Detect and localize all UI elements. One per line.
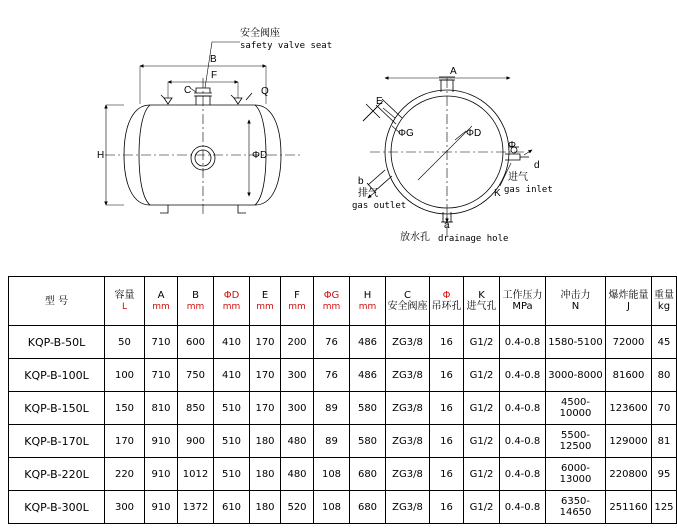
cell-k: G1/2 [464, 359, 500, 392]
cell-a: 810 [145, 392, 178, 425]
th-capacity: 容量 L [105, 277, 145, 326]
cell-explosion-energy: 72000 [606, 326, 652, 359]
cell-explosion-energy: 81600 [606, 359, 652, 392]
cell-phig: 89 [314, 425, 350, 458]
cell-e: 170 [250, 359, 281, 392]
cell-weight: 45 [652, 326, 677, 359]
cell-e: 170 [250, 392, 281, 425]
cell-model: KQP-B-170L [9, 425, 105, 458]
cell-explosion-energy: 251160 [606, 491, 652, 524]
gas-inlet-label-cn: 进气 [508, 172, 528, 183]
table-row [9, 491, 677, 524]
cell-phid: 510 [214, 458, 250, 491]
cell-phig: 76 [314, 359, 350, 392]
safety-valve-seat-label-cn: 安全阀座 [240, 28, 280, 39]
cell-e: 180 [250, 425, 281, 458]
cell-c: ZG3/8 [386, 326, 430, 359]
cell-phid: 510 [214, 392, 250, 425]
cell-weight: 95 [652, 458, 677, 491]
cell-capacity: 300 [105, 491, 145, 524]
table-row [9, 326, 677, 359]
th-model: 型 号 [9, 277, 105, 326]
th-f: F mm [281, 277, 314, 326]
cell-working-pressure: 0.4-0.8 [500, 425, 546, 458]
th-phid: ΦD mm [214, 277, 250, 326]
dim-q-label: Q [261, 86, 269, 97]
cell-phi: 16 [430, 392, 464, 425]
cell-b: 850 [178, 392, 214, 425]
cell-a: 910 [145, 425, 178, 458]
cell-capacity: 150 [105, 392, 145, 425]
dim-f-label: F [211, 70, 218, 81]
cell-f: 200 [281, 326, 314, 359]
cell-model: KQP-B-150L [9, 392, 105, 425]
cell-phig: 89 [314, 392, 350, 425]
cell-e: 170 [250, 326, 281, 359]
dim-c-label: C [184, 85, 192, 96]
cell-model: KQP-B-100L [9, 359, 105, 392]
gas-outlet-label-cn: 排气 [358, 188, 378, 199]
cell-a: 910 [145, 458, 178, 491]
cell-phid: 410 [214, 326, 250, 359]
cell-phi: 16 [430, 326, 464, 359]
cell-b: 1012 [178, 458, 214, 491]
cell-k: G1/2 [464, 425, 500, 458]
cell-c: ZG3/8 [386, 425, 430, 458]
cell-explosion-energy: 129000 [606, 425, 652, 458]
cell-e: 180 [250, 458, 281, 491]
cell-a: 710 [145, 326, 178, 359]
safety-valve-seat-label-en: safety valve seat [240, 41, 333, 51]
th-impact-force: 冲击力 N [546, 277, 606, 326]
cell-explosion-energy: 220800 [606, 458, 652, 491]
mark-b-label: b [358, 176, 364, 187]
cell-k: G1/2 [464, 392, 500, 425]
cell-phid: 610 [214, 491, 250, 524]
cell-b: 900 [178, 425, 214, 458]
dim-phid-label-side: ΦD [252, 150, 268, 161]
cell-c: ZG3/8 [386, 458, 430, 491]
cell-h: 680 [350, 458, 386, 491]
spec-table-head [9, 277, 677, 326]
cell-b: 1372 [178, 491, 214, 524]
spec-table-wrapper [8, 276, 674, 524]
th-weight: 重量 kg [652, 277, 677, 326]
cell-explosion-energy: 123600 [606, 392, 652, 425]
dim-d-label: d [534, 160, 540, 171]
cell-k: G1/2 [464, 491, 500, 524]
cell-b: 750 [178, 359, 214, 392]
cell-h: 680 [350, 491, 386, 524]
cell-capacity: 220 [105, 458, 145, 491]
dim-k-label: K [494, 188, 501, 199]
cell-impact-force: 6350-14650 [546, 491, 606, 524]
cell-phi: 16 [430, 425, 464, 458]
cell-impact-force: 6000-13000 [546, 458, 606, 491]
cell-weight: 81 [652, 425, 677, 458]
cell-f: 300 [281, 392, 314, 425]
dim-a-label: A [450, 66, 457, 77]
table-row [9, 392, 677, 425]
th-phig: ΦG mm [314, 277, 350, 326]
cell-f: 300 [281, 359, 314, 392]
cell-impact-force: 5500-12500 [546, 425, 606, 458]
table-row [9, 458, 677, 491]
cell-phi: 16 [430, 458, 464, 491]
cell-weight: 80 [652, 359, 677, 392]
cell-phig: 76 [314, 326, 350, 359]
table-row [9, 359, 677, 392]
cell-working-pressure: 0.4-0.8 [500, 458, 546, 491]
cell-impact-force: 3000-8000 [546, 359, 606, 392]
cell-capacity: 50 [105, 326, 145, 359]
th-phi-lifting-hole: Φ 吊环孔 [430, 277, 464, 326]
dim-phid-label-end: ΦD [466, 128, 482, 139]
th-b: B mm [178, 277, 214, 326]
cell-working-pressure: 0.4-0.8 [500, 359, 546, 392]
dim-b-label: B [210, 54, 217, 65]
cell-model: KQP-B-50L [9, 326, 105, 359]
table-row [9, 425, 677, 458]
cell-f: 480 [281, 425, 314, 458]
cell-f: 520 [281, 491, 314, 524]
cell-c: ZG3/8 [386, 491, 430, 524]
cell-impact-force: 1580-5100 [546, 326, 606, 359]
cell-c: ZG3/8 [386, 392, 430, 425]
header-row [9, 277, 677, 326]
cell-h: 580 [350, 392, 386, 425]
th-k-inlet-hole: K 进气孔 [464, 277, 500, 326]
cell-c: ZG3/8 [386, 359, 430, 392]
cell-weight: 125 [652, 491, 677, 524]
spec-table [8, 276, 677, 524]
cell-h: 486 [350, 359, 386, 392]
cell-b: 600 [178, 326, 214, 359]
cell-h: 580 [350, 425, 386, 458]
cell-phig: 108 [314, 491, 350, 524]
drainage-label-cn: 放水孔 [400, 232, 430, 243]
technical-drawing [0, 0, 654, 268]
cell-phi: 16 [430, 359, 464, 392]
th-explosion-energy: 爆炸能量 J [606, 277, 652, 326]
th-a: A mm [145, 277, 178, 326]
th-working-pressure: 工作压力 MPa [500, 277, 546, 326]
cell-phig: 108 [314, 458, 350, 491]
gas-inlet-label-en: gas inlet [504, 185, 553, 195]
cell-capacity: 100 [105, 359, 145, 392]
th-c-safety-valve-seat: C 安全阀座 [386, 277, 430, 326]
dim-phi-label: Φ [508, 140, 516, 151]
cell-weight: 70 [652, 392, 677, 425]
cell-e: 180 [250, 491, 281, 524]
cell-k: G1/2 [464, 326, 500, 359]
cell-model: KQP-B-220L [9, 458, 105, 491]
cell-model: KQP-B-300L [9, 491, 105, 524]
cell-working-pressure: 0.4-0.8 [500, 491, 546, 524]
cell-capacity: 170 [105, 425, 145, 458]
mark-a-label: a [444, 220, 450, 231]
cell-impact-force: 4500-10000 [546, 392, 606, 425]
drainage-label-en: drainage hole [438, 234, 509, 244]
gas-outlet-label-en: gas outlet [352, 201, 407, 211]
cell-k: G1/2 [464, 458, 500, 491]
cell-phi: 16 [430, 491, 464, 524]
dim-h-label: H [97, 150, 105, 161]
cell-a: 710 [145, 359, 178, 392]
cell-h: 486 [350, 326, 386, 359]
cell-working-pressure: 0.4-0.8 [500, 326, 546, 359]
spec-table-body [9, 326, 677, 524]
cell-a: 910 [145, 491, 178, 524]
dim-e-label: E [376, 96, 383, 107]
cell-f: 480 [281, 458, 314, 491]
cell-working-pressure: 0.4-0.8 [500, 392, 546, 425]
cell-phid: 410 [214, 359, 250, 392]
th-h: H mm [350, 277, 386, 326]
cell-phid: 510 [214, 425, 250, 458]
th-e: E mm [250, 277, 281, 326]
dim-phig-label: ΦG [398, 128, 414, 139]
